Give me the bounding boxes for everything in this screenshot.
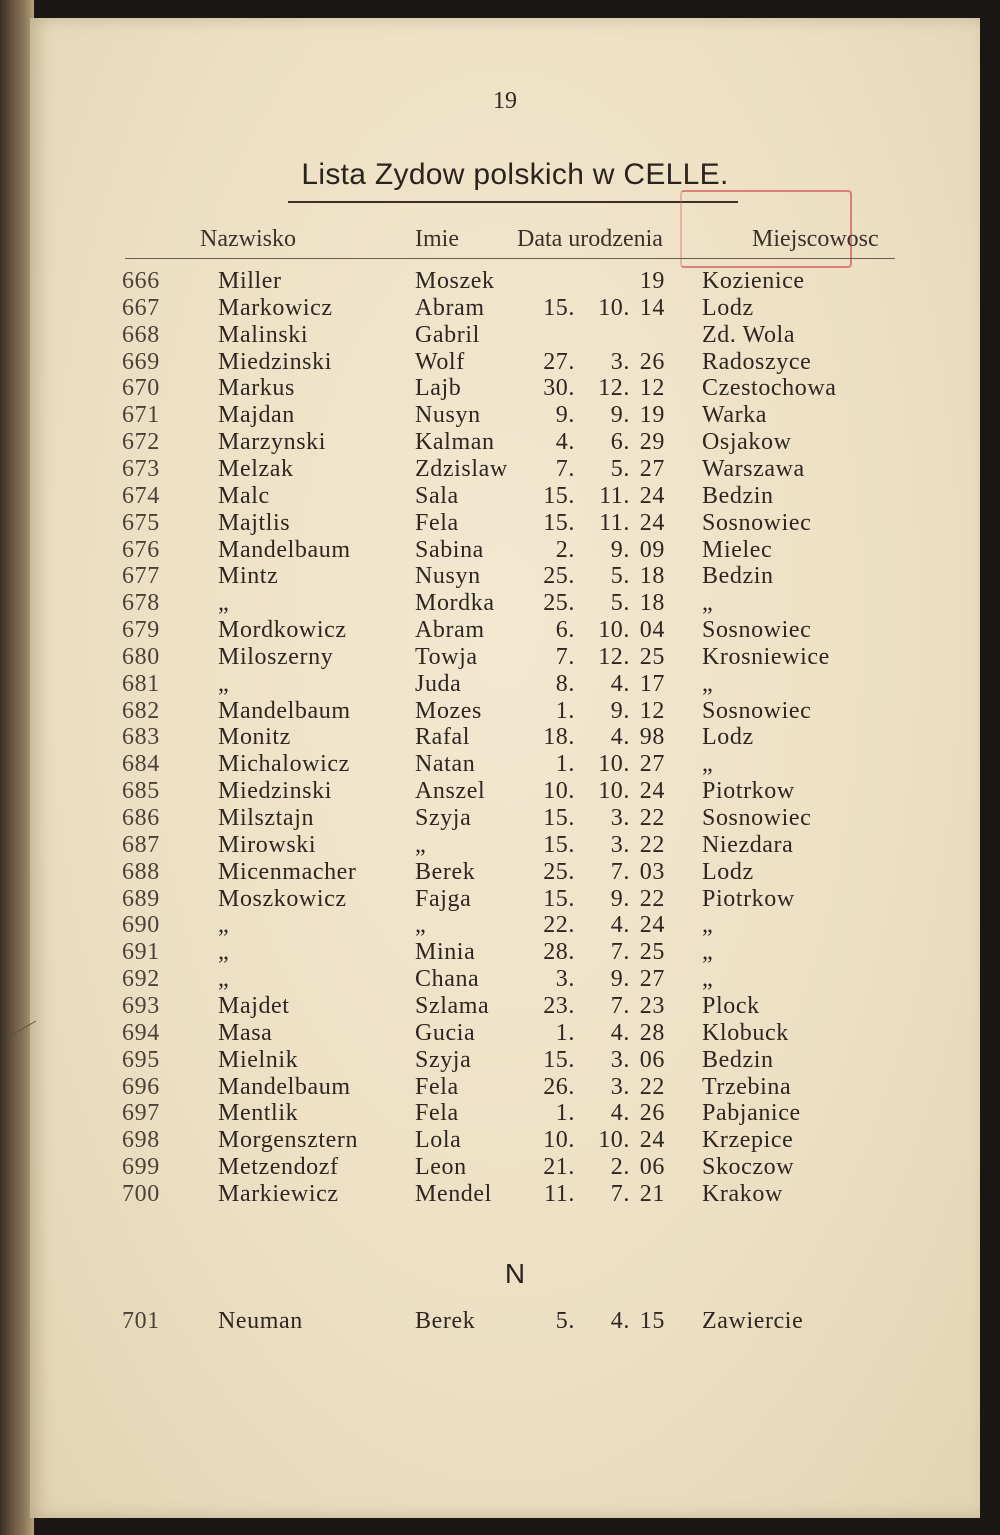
row-surname: Miedzinski xyxy=(218,349,332,375)
row-birth-month: 4. xyxy=(610,1020,630,1046)
table-row xyxy=(30,751,980,778)
table-row xyxy=(30,1127,980,1154)
row-birth-year: 06 xyxy=(639,1154,665,1180)
row-number: 672 xyxy=(122,429,160,455)
table-row xyxy=(30,912,980,939)
row-place: Piotrkow xyxy=(702,778,795,804)
row-surname: Mandelbaum xyxy=(218,1074,351,1100)
row-birth-day: 25. xyxy=(543,859,575,885)
row-first-name: „ xyxy=(415,912,427,938)
row-place: Lodz xyxy=(702,859,754,885)
row-surname: Milsztajn xyxy=(218,805,315,831)
row-number: 699 xyxy=(122,1154,160,1180)
row-number: 686 xyxy=(122,805,160,831)
row-surname: Majtlis xyxy=(218,510,291,536)
row-birth-month: 7. xyxy=(610,859,630,885)
row-birth-year: 24 xyxy=(639,778,665,804)
row-first-name: Leon xyxy=(415,1154,467,1180)
row-place: Zd. Wola xyxy=(702,322,796,348)
row-first-name: Abram xyxy=(415,295,485,321)
row-birth-year: 19 xyxy=(639,268,665,294)
row-birth-day: 27. xyxy=(543,349,575,375)
row-birth-year: 24 xyxy=(639,912,665,938)
row-number: 690 xyxy=(122,912,160,938)
document-page xyxy=(30,18,980,1518)
row-birth-month: 3. xyxy=(610,832,630,858)
row-birth-year: 26 xyxy=(639,1100,665,1126)
row-birth-year: 09 xyxy=(639,537,665,563)
row-place: Lodz xyxy=(702,724,754,750)
row-birth-day: 15. xyxy=(543,805,575,831)
row-place: Krakow xyxy=(702,1181,783,1207)
row-surname: Markiewicz xyxy=(218,1181,339,1207)
row-birth-year: 23 xyxy=(639,993,665,1019)
row-first-name: Szyja xyxy=(415,805,472,831)
row-number: 679 xyxy=(122,617,160,643)
row-birth-day: 15. xyxy=(543,832,575,858)
row-surname: Majdan xyxy=(218,402,295,428)
row-first-name: Mozes xyxy=(415,698,482,724)
row-first-name: Berek xyxy=(415,1308,476,1334)
row-birth-day: 21. xyxy=(543,1154,575,1180)
table-row xyxy=(30,805,980,832)
row-birth-day: 1. xyxy=(555,1020,575,1046)
row-birth-month: 9. xyxy=(610,537,630,563)
row-birth-month: 5. xyxy=(610,590,630,616)
row-surname: Mandelbaum xyxy=(218,698,351,724)
row-number: 693 xyxy=(122,993,160,1019)
book-binding xyxy=(0,0,34,1535)
row-birth-month: 10. xyxy=(598,1127,630,1153)
records-table xyxy=(30,18,980,1518)
row-surname: Masa xyxy=(218,1020,273,1046)
row-number: 666 xyxy=(122,268,160,294)
row-first-name: Moszek xyxy=(415,268,495,294)
row-first-name: „ xyxy=(415,832,427,858)
table-row xyxy=(30,483,980,510)
row-surname: Neuman xyxy=(218,1308,303,1334)
row-number: 684 xyxy=(122,751,160,777)
table-row xyxy=(30,590,980,617)
row-place: Sosnowiec xyxy=(702,698,812,724)
row-surname: Melzak xyxy=(218,456,294,482)
row-number: 681 xyxy=(122,671,160,697)
row-surname: Miedzinski xyxy=(218,778,332,804)
row-birth-year: 98 xyxy=(639,724,665,750)
table-row xyxy=(30,966,980,993)
row-birth-day: 22. xyxy=(543,912,575,938)
row-birth-day: 15. xyxy=(543,1047,575,1073)
row-place: Mielec xyxy=(702,537,773,563)
row-number: 677 xyxy=(122,563,160,589)
row-birth-day: 8. xyxy=(555,671,575,697)
table-row xyxy=(30,859,980,886)
row-birth-year: 15 xyxy=(639,1308,665,1334)
row-place: „ xyxy=(702,590,714,616)
table-row xyxy=(30,268,980,295)
row-first-name: Wolf xyxy=(415,349,465,375)
row-birth-year: 03 xyxy=(639,859,665,885)
row-number: 692 xyxy=(122,966,160,992)
row-place: Lodz xyxy=(702,295,754,321)
row-surname: Mandelbaum xyxy=(218,537,351,563)
table-row xyxy=(30,832,980,859)
header-surname: Nazwisko xyxy=(200,226,296,252)
row-first-name: Lola xyxy=(415,1127,462,1153)
row-birth-year: 27 xyxy=(639,966,665,992)
row-birth-month: 10. xyxy=(598,751,630,777)
row-number: 691 xyxy=(122,939,160,965)
row-place: Zawiercie xyxy=(702,1308,804,1334)
row-birth-year: 22 xyxy=(639,1074,665,1100)
row-birth-month: 10. xyxy=(598,617,630,643)
row-first-name: Juda xyxy=(415,671,462,697)
row-surname: Mordkowicz xyxy=(218,617,347,643)
table-row xyxy=(30,295,980,322)
row-first-name: Fela xyxy=(415,1100,459,1126)
row-birth-month: 4. xyxy=(610,912,630,938)
row-place: Sosnowiec xyxy=(702,617,812,643)
row-place: „ xyxy=(702,671,714,697)
row-surname: „ xyxy=(218,671,230,697)
table-row xyxy=(30,1074,980,1101)
row-birth-month: 12. xyxy=(598,644,630,670)
table-row xyxy=(30,349,980,376)
row-birth-day: 15. xyxy=(543,295,575,321)
row-place: Warka xyxy=(702,402,768,428)
row-birth-month: 7. xyxy=(610,993,630,1019)
row-birth-year: 25 xyxy=(639,939,665,965)
row-birth-day: 2. xyxy=(555,537,575,563)
row-place: Bedzin xyxy=(702,563,774,589)
row-birth-day: 26. xyxy=(543,1074,575,1100)
table-row xyxy=(30,563,980,590)
row-number: 694 xyxy=(122,1020,160,1046)
row-surname: Markowicz xyxy=(218,295,333,321)
row-number: 682 xyxy=(122,698,160,724)
table-row xyxy=(30,510,980,537)
row-number: 701 xyxy=(122,1308,160,1334)
row-birth-day: 15. xyxy=(543,510,575,536)
table-row xyxy=(30,993,980,1020)
table-row xyxy=(30,886,980,913)
row-birth-year: 19 xyxy=(639,402,665,428)
row-first-name: Szlama xyxy=(415,993,490,1019)
row-surname: Mielnik xyxy=(218,1047,299,1073)
table-row xyxy=(30,1181,980,1208)
row-number: 688 xyxy=(122,859,160,885)
row-birth-year: 22 xyxy=(639,805,665,831)
row-first-name: Mordka xyxy=(415,590,495,616)
row-birth-day: 18. xyxy=(543,724,575,750)
row-place: „ xyxy=(702,939,714,965)
row-birth-month: 4. xyxy=(610,724,630,750)
row-place: „ xyxy=(702,912,714,938)
row-number: 676 xyxy=(122,537,160,563)
row-birth-day: 25. xyxy=(543,563,575,589)
row-surname: „ xyxy=(218,939,230,965)
row-birth-year: 25 xyxy=(639,644,665,670)
row-first-name: Nusyn xyxy=(415,402,481,428)
row-number: 667 xyxy=(122,295,160,321)
row-place: Kozienice xyxy=(702,268,805,294)
row-birth-day: 23. xyxy=(543,993,575,1019)
row-birth-day: 6. xyxy=(555,617,575,643)
row-surname: „ xyxy=(218,590,230,616)
row-first-name: Chana xyxy=(415,966,480,992)
row-birth-year: 17 xyxy=(639,671,665,697)
header-birth-date: Data urodzenia xyxy=(517,226,663,252)
row-first-name: Natan xyxy=(415,751,476,777)
row-birth-year: 24 xyxy=(639,1127,665,1153)
row-birth-month: 9. xyxy=(610,966,630,992)
row-place: Piotrkow xyxy=(702,886,795,912)
row-birth-year: 22 xyxy=(639,832,665,858)
row-first-name: Minia xyxy=(415,939,476,965)
row-first-name: Abram xyxy=(415,617,485,643)
row-birth-day: 10. xyxy=(543,778,575,804)
row-first-name: Sabina xyxy=(415,537,484,563)
row-birth-year: 24 xyxy=(639,510,665,536)
row-first-name: Fela xyxy=(415,510,459,536)
table-row xyxy=(30,1020,980,1047)
row-number: 674 xyxy=(122,483,160,509)
row-surname: Metzendozf xyxy=(218,1154,339,1180)
page-number: 19 xyxy=(493,88,517,114)
row-birth-month: 4. xyxy=(610,1100,630,1126)
row-number: 675 xyxy=(122,510,160,536)
row-first-name: Fela xyxy=(415,1074,459,1100)
row-birth-year: 04 xyxy=(639,617,665,643)
row-place: „ xyxy=(702,751,714,777)
row-birth-month: 5. xyxy=(610,456,630,482)
row-place: Krzepice xyxy=(702,1127,794,1153)
row-place: Radoszyce xyxy=(702,349,812,375)
row-place: Czestochowa xyxy=(702,375,837,401)
table-row xyxy=(30,429,980,456)
row-birth-day: 1. xyxy=(555,751,575,777)
row-number: 698 xyxy=(122,1127,160,1153)
row-surname: Markus xyxy=(218,375,295,401)
header-first-name: Imie xyxy=(415,226,459,252)
table-row xyxy=(30,375,980,402)
row-birth-month: 3. xyxy=(610,805,630,831)
row-number: 695 xyxy=(122,1047,160,1073)
table-row xyxy=(30,939,980,966)
row-birth-month: 10. xyxy=(598,295,630,321)
row-birth-day: 7. xyxy=(555,644,575,670)
row-number: 689 xyxy=(122,886,160,912)
row-place: Klobuck xyxy=(702,1020,789,1046)
row-birth-month: 10. xyxy=(598,778,630,804)
row-surname: Michalowicz xyxy=(218,751,350,777)
row-number: 685 xyxy=(122,778,160,804)
row-birth-day: 10. xyxy=(543,1127,575,1153)
row-first-name: Nusyn xyxy=(415,563,481,589)
row-place: Osjakow xyxy=(702,429,792,455)
row-birth-month: 3. xyxy=(610,349,630,375)
row-birth-day: 9. xyxy=(555,402,575,428)
table-row xyxy=(30,698,980,725)
table-row xyxy=(30,617,980,644)
row-surname: Mintz xyxy=(218,563,279,589)
row-birth-month: 5. xyxy=(610,563,630,589)
row-first-name: Towja xyxy=(415,644,478,670)
row-place: Skoczow xyxy=(702,1154,795,1180)
row-birth-day: 5. xyxy=(555,1308,575,1334)
row-number: 680 xyxy=(122,644,160,670)
row-place: Pabjanice xyxy=(702,1100,801,1126)
row-place: Plock xyxy=(702,993,760,1019)
row-birth-year: 18 xyxy=(639,563,665,589)
row-number: 668 xyxy=(122,322,160,348)
row-first-name: Gabril xyxy=(415,322,480,348)
row-surname: Morgensztern xyxy=(218,1127,359,1153)
row-birth-day: 1. xyxy=(555,1100,575,1126)
row-surname: Miller xyxy=(218,268,282,294)
row-birth-month: 6. xyxy=(610,429,630,455)
row-birth-month: 4. xyxy=(610,671,630,697)
row-birth-year: 22 xyxy=(639,886,665,912)
row-birth-day: 7. xyxy=(555,456,575,482)
row-place: Bedzin xyxy=(702,1047,774,1073)
row-birth-month: 3. xyxy=(610,1047,630,1073)
row-birth-year: 06 xyxy=(639,1047,665,1073)
row-birth-month: 12. xyxy=(598,375,630,401)
row-surname: Malc xyxy=(218,483,270,509)
table-row xyxy=(30,322,980,349)
row-birth-year: 18 xyxy=(639,590,665,616)
row-number: 700 xyxy=(122,1181,160,1207)
row-first-name: Kalman xyxy=(415,429,495,455)
row-birth-month: 9. xyxy=(610,402,630,428)
table-row xyxy=(30,778,980,805)
row-surname: Moszkowicz xyxy=(218,886,347,912)
row-birth-month: 2. xyxy=(610,1154,630,1180)
row-surname: „ xyxy=(218,912,230,938)
table-row xyxy=(30,1100,980,1127)
row-birth-year: 12 xyxy=(639,698,665,724)
row-first-name: Anszel xyxy=(415,778,486,804)
row-place: Krosniewice xyxy=(702,644,830,670)
row-surname: Miloszerny xyxy=(218,644,334,670)
row-place: Warszawa xyxy=(702,456,805,482)
table-row xyxy=(30,1154,980,1181)
row-first-name: Fajga xyxy=(415,886,472,912)
row-birth-year: 27 xyxy=(639,751,665,777)
row-birth-month: 4. xyxy=(610,1308,630,1334)
row-birth-day: 28. xyxy=(543,939,575,965)
row-birth-year: 28 xyxy=(639,1020,665,1046)
row-birth-month: 11. xyxy=(599,510,630,536)
row-birth-month: 9. xyxy=(610,886,630,912)
row-birth-day: 4. xyxy=(555,429,575,455)
row-birth-year: 14 xyxy=(639,295,665,321)
row-number: 671 xyxy=(122,402,160,428)
row-surname: Malinski xyxy=(218,322,309,348)
row-surname: Majdet xyxy=(218,993,290,1019)
row-birth-year: 12 xyxy=(639,375,665,401)
row-birth-day: 15. xyxy=(543,886,575,912)
row-first-name: Mendel xyxy=(415,1181,492,1207)
row-birth-year: 27 xyxy=(639,456,665,482)
row-birth-day: 30. xyxy=(543,375,575,401)
row-surname: Marzynski xyxy=(218,429,327,455)
header-place: Miejscowosc xyxy=(752,226,879,252)
row-place: Trzebina xyxy=(702,1074,792,1100)
table-row xyxy=(30,671,980,698)
row-birth-day: 1. xyxy=(555,698,575,724)
row-surname: Mentlik xyxy=(218,1100,299,1126)
row-number: 678 xyxy=(122,590,160,616)
row-first-name: Szyja xyxy=(415,1047,472,1073)
row-first-name: Berek xyxy=(415,859,476,885)
row-number: 669 xyxy=(122,349,160,375)
table-row xyxy=(30,724,980,751)
row-birth-day: 3. xyxy=(555,966,575,992)
row-number: 683 xyxy=(122,724,160,750)
row-number: 696 xyxy=(122,1074,160,1100)
row-first-name: Zdzislaw xyxy=(415,456,508,482)
table-row xyxy=(30,1047,980,1074)
row-number: 697 xyxy=(122,1100,160,1126)
row-first-name: Rafal xyxy=(415,724,470,750)
table-row xyxy=(30,537,980,564)
row-place: Sosnowiec xyxy=(702,510,812,536)
table-row xyxy=(30,644,980,671)
row-first-name: Lajb xyxy=(415,375,462,401)
page-title: Lista Zydow polskich w CELLE. xyxy=(301,158,729,191)
row-surname: Micenmacher xyxy=(218,859,357,885)
row-birth-month: 3. xyxy=(610,1074,630,1100)
row-place: Sosnowiec xyxy=(702,805,812,831)
row-birth-year: 26 xyxy=(639,349,665,375)
row-birth-month: 7. xyxy=(610,939,630,965)
row-birth-day: 11. xyxy=(544,1181,575,1207)
row-surname: Mirowski xyxy=(218,832,317,858)
table-row xyxy=(30,1308,980,1335)
row-first-name: Sala xyxy=(415,483,459,509)
row-number: 670 xyxy=(122,375,160,401)
row-birth-day: 25. xyxy=(543,590,575,616)
row-birth-month: 7. xyxy=(610,1181,630,1207)
row-place: Bedzin xyxy=(702,483,774,509)
row-place: „ xyxy=(702,966,714,992)
row-surname: Monitz xyxy=(218,724,291,750)
row-number: 673 xyxy=(122,456,160,482)
row-birth-year: 24 xyxy=(639,483,665,509)
table-row xyxy=(30,402,980,429)
table-row xyxy=(30,456,980,483)
row-birth-month: 11. xyxy=(599,483,630,509)
row-birth-year: 21 xyxy=(639,1181,665,1207)
row-surname: „ xyxy=(218,966,230,992)
row-first-name: Gucia xyxy=(415,1020,476,1046)
row-place: Niezdara xyxy=(702,832,794,858)
section-letter: N xyxy=(504,1258,526,1289)
row-birth-month: 9. xyxy=(610,698,630,724)
row-number: 687 xyxy=(122,832,160,858)
row-birth-year: 29 xyxy=(639,429,665,455)
row-birth-day: 15. xyxy=(543,483,575,509)
